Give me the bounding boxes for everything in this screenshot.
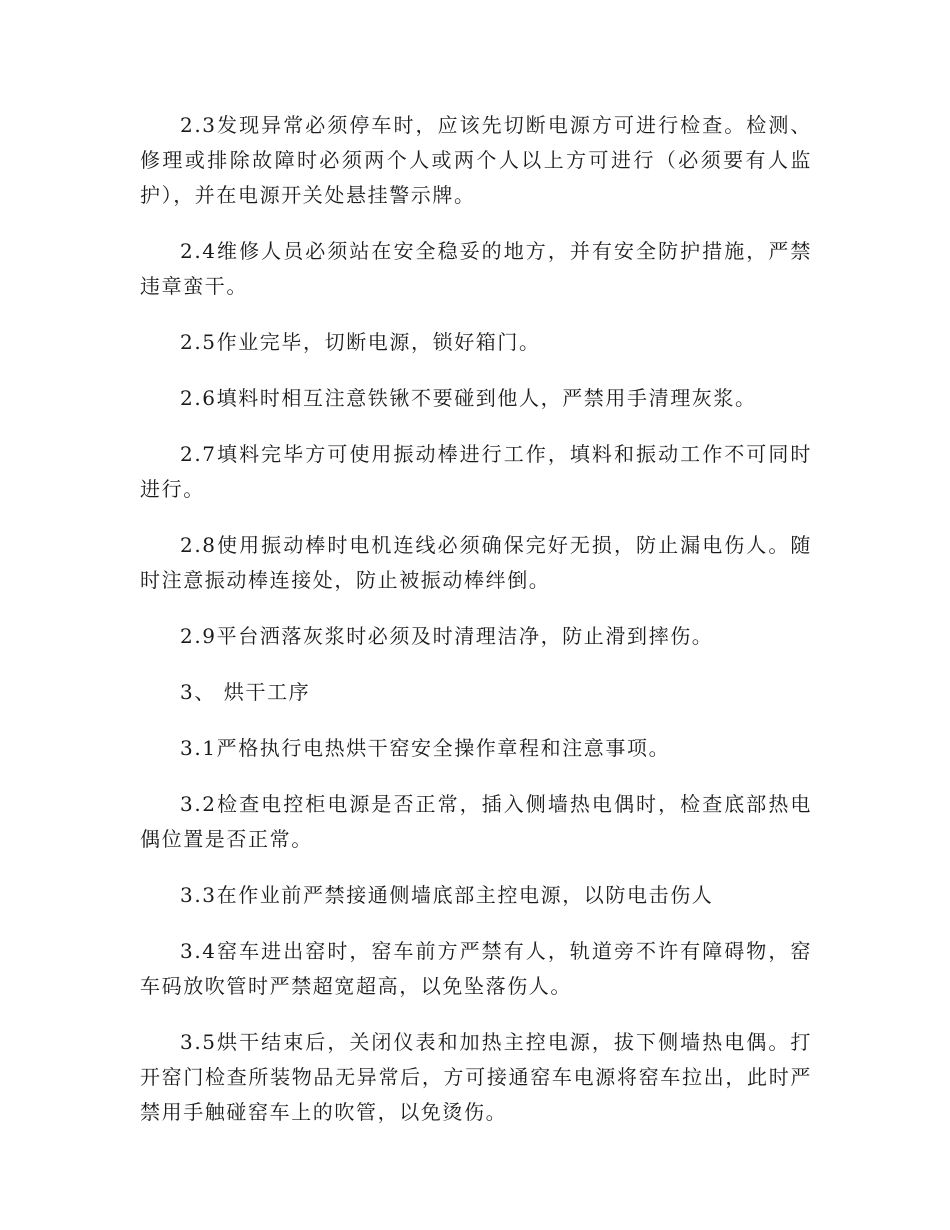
paragraph-3-1: 3.1严格执行电热烘干窑安全操作章程和注意事项。 [180,736,671,760]
paragraph-2-6: 2.6填料时相互注意铁锹不要碰到他人，严禁用手清理灰浆。 [180,386,757,410]
paragraph-3-5: 3.5烘干结束后，关闭仪表和加热主控电源，拔下侧墙热电偶。打开窑门检查所装物品无异常后，方可接通窑车电源将窑车拉出，此时严禁用手触碰窑车上的吹管，以免烫伤。 [140,1030,812,1124]
paragraph-2-9: 2.9平台洒落灰浆时必须及时清理洁净，防止滑到摔伤。 [180,624,714,648]
paragraph-3-2: 3.2检查电控柜电源是否正常，插入侧墙热电偶时，检查底部热电偶位置是否正常。 [140,792,812,851]
paragraph-3-4: 3.4窑车进出窑时，窑车前方严禁有人，轨道旁不许有障碍物，窑车码放吹管时严禁超宽超高，以免坠落伤人。 [140,939,812,998]
paragraph-2-8: 2.8使用振动棒时电机连线必须确保完好无损，防止漏电伤人。随时注意振动棒连接处，防止被振动棒绊倒。 [140,533,812,592]
paragraph-2-7: 2.7填料完毕方可使用振动棒进行工作，填料和振动工作不可同时进行。 [140,442,812,501]
section-heading-3: 3、 烘干工序 [180,680,311,704]
paragraph-2-3: 2.3发现异常必须停车时，应该先切断电源方可进行检查。检测、修理或排除故障时必须两个人或两个人以上方可进行（必须要有人监护），并在电源开关处悬挂警示牌。 [140,113,812,207]
paragraph-2-5: 2.5作业完毕，切断电源，锁好箱门。 [180,330,541,354]
paragraph-2-4: 2.4维修人员必须站在安全稳妥的地方，并有安全防护措施，严禁违章蛮干。 [140,239,812,298]
paragraph-3-3: 3.3在作业前严禁接通侧墙底部主控电源，以防电击伤人 [180,883,714,907]
